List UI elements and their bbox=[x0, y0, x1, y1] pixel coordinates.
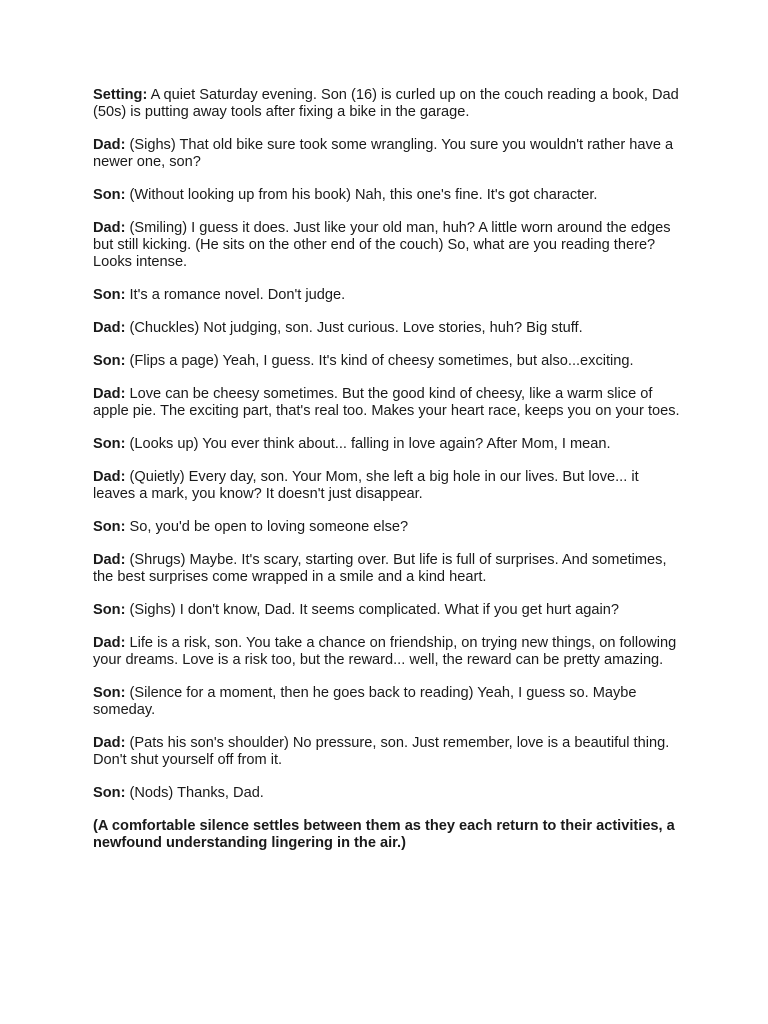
dialogue-text: (Nods) Thanks, Dad. bbox=[125, 785, 264, 801]
speaker-label: Dad: bbox=[93, 735, 126, 751]
speaker-label: Son: bbox=[93, 785, 126, 801]
closing-stage-direction: (A comfortable silence settles between them as they each return to their activities, a newfound understanding lingering in the air.) bbox=[93, 818, 675, 851]
dialogue-line bbox=[93, 436, 683, 453]
dialogue-text: (Shrugs) Maybe. It's scary, starting over. But life is full of surprises. And sometimes, the best surprises come wrapped in a smile and a kind heart. bbox=[93, 552, 667, 585]
dialogue-text: (Pats his son's shoulder) No pressure, son. Just remember, love is a beautiful thing. Don't shut yourself off from it. bbox=[93, 735, 670, 768]
dialogue-line bbox=[93, 785, 683, 802]
dialogue-line bbox=[93, 320, 683, 337]
dialogue-text: (Looks up) You ever think about... falling in love again? After Mom, I mean. bbox=[125, 436, 611, 452]
dialogue-line bbox=[93, 187, 683, 204]
dialogue-line bbox=[93, 353, 683, 370]
dialogue-text: (Chuckles) Not judging, son. Just curious. Love stories, huh? Big stuff. bbox=[125, 320, 583, 336]
setting-paragraph bbox=[93, 87, 683, 121]
speaker-label: Dad: bbox=[93, 469, 126, 485]
dialogue-text: (Smiling) I guess it does. Just like your old man, huh? A little worn around the edges but still kicking. (He sits on the other end of the couch) So, what are you reading there? Looks intense. bbox=[93, 220, 671, 270]
speaker-label: Dad: bbox=[93, 320, 126, 336]
speaker-label: Dad: bbox=[93, 635, 126, 651]
dialogue-text: So, you'd be open to loving someone else? bbox=[125, 519, 409, 535]
speaker-label: Dad: bbox=[93, 220, 126, 236]
dialogue-text: (Flips a page) Yeah, I guess. It's kind of cheesy sometimes, but also...exciting. bbox=[125, 353, 634, 369]
speaker-label: Dad: bbox=[93, 552, 126, 568]
dialogue-line bbox=[93, 735, 683, 769]
dialogue-text: (Quietly) Every day, son. Your Mom, she left a big hole in our lives. But love... it leaves a mark, you know? It doesn't just disappear. bbox=[93, 469, 639, 502]
dialogue-text: It's a romance novel. Don't judge. bbox=[125, 287, 346, 303]
speaker-label: Son: bbox=[93, 436, 126, 452]
dialogue-line bbox=[93, 685, 683, 719]
speaker-label: Son: bbox=[93, 287, 126, 303]
dialogue-text: (Without looking up from his book) Nah, this one's fine. It's got character. bbox=[125, 187, 598, 203]
dialogue-text: Love can be cheesy sometimes. But the good kind of cheesy, like a warm slice of apple pie. The exciting part, that's real too. Makes your heart race, keeps you on your toes. bbox=[93, 386, 680, 419]
dialogue-line bbox=[93, 552, 683, 586]
dialogue-text: (Silence for a moment, then he goes back to reading) Yeah, I guess so. Maybe someday. bbox=[93, 685, 637, 718]
setting-label: Setting: bbox=[93, 87, 148, 103]
dialogue-line bbox=[93, 602, 683, 619]
speaker-label: Son: bbox=[93, 187, 126, 203]
dialogue-text: (Sighs) That old bike sure took some wrangling. You sure you wouldn't rather have a newer one, son? bbox=[93, 137, 674, 170]
dialogue-line bbox=[93, 287, 683, 304]
dialogue-line bbox=[93, 469, 683, 503]
dialogue-line bbox=[93, 386, 683, 420]
dialogue-line bbox=[93, 137, 683, 171]
dialogue-line bbox=[93, 519, 683, 536]
speaker-label: Son: bbox=[93, 602, 126, 618]
speaker-label: Dad: bbox=[93, 137, 126, 153]
setting-text: A quiet Saturday evening. Son (16) is curled up on the couch reading a book, Dad (50s) is putting away tools after fixing a bike in the garage. bbox=[93, 87, 679, 120]
dialogue-line bbox=[93, 220, 683, 271]
speaker-label: Son: bbox=[93, 353, 126, 369]
dialogue-text: Life is a risk, son. You take a chance on friendship, on trying new things, on following your dreams. Love is a risk too, but the reward... well, the reward can be pretty amazing. bbox=[93, 635, 677, 668]
speaker-label: Son: bbox=[93, 519, 126, 535]
dialogue-text: (Sighs) I don't know, Dad. It seems complicated. What if you get hurt again? bbox=[125, 602, 619, 618]
dialogue-line bbox=[93, 635, 683, 669]
speaker-label: Son: bbox=[93, 685, 126, 701]
document-page bbox=[93, 87, 683, 852]
speaker-label: Dad: bbox=[93, 386, 126, 402]
